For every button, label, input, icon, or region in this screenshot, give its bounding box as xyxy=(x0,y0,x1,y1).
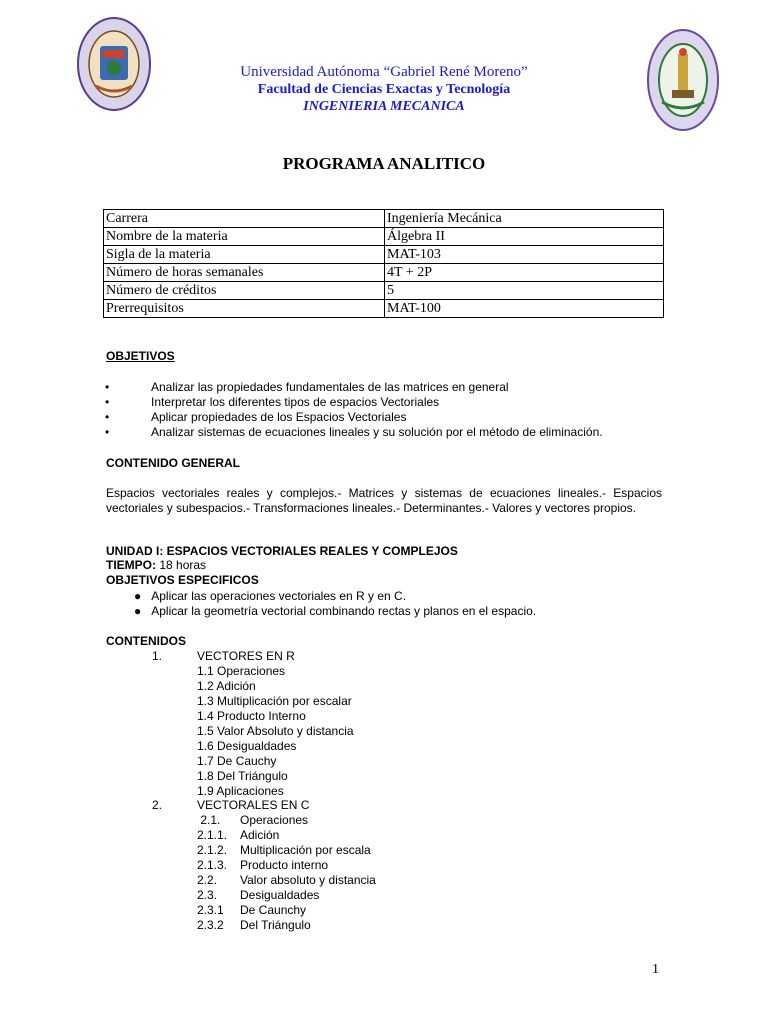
section-2-texts xyxy=(240,813,376,933)
item-number: 2.1. xyxy=(197,813,221,827)
university-name: Universidad Autónoma “Gabriel René Moreno” xyxy=(240,64,528,80)
objetivos-especificos-heading: OBJETIVOS ESPECIFICOS xyxy=(106,573,259,587)
objetivo-text: Analizar sistemas de ecuaciones lineales y su solución por el método de eliminación. xyxy=(151,425,603,439)
section-number: 1. xyxy=(152,649,163,663)
row-value: MAT-103 xyxy=(385,246,664,264)
item-number: 2.2. xyxy=(197,873,218,887)
bullet: • xyxy=(105,410,110,424)
item-text: Valor absoluto y distancia xyxy=(240,873,376,887)
item-text: Producto interno xyxy=(240,858,329,872)
table-row xyxy=(104,210,664,228)
list-item: 1.8 Del Triángulo xyxy=(197,769,288,783)
contenido-general-text: Espacios vectoriales reales y complejos.- Matrices y sistemas de ecuaciones lineales.- Espacios vectoriales y subespacios.- Transformaciones lineales.- Determinantes.- Valores y vectores propios. xyxy=(106,486,662,515)
table-row xyxy=(104,246,664,264)
item-number: 2.3.2 xyxy=(197,918,224,932)
row-label: Número de créditos xyxy=(104,282,385,300)
bullet: • xyxy=(105,395,110,409)
row-label: Número de horas semanales xyxy=(104,264,385,282)
section-title: VECTORALES EN C xyxy=(197,798,310,812)
list-item: 1.9 Aplicaciones xyxy=(197,784,284,798)
bullet: • xyxy=(105,425,110,439)
table-row xyxy=(104,300,664,318)
table-row xyxy=(104,264,664,282)
item-number: 2.1.2. xyxy=(197,843,228,857)
section-title: VECTORES EN R xyxy=(197,649,295,663)
row-value: 5 xyxy=(385,282,664,300)
list-item: 1.5 Valor Absoluto y distancia xyxy=(197,724,354,738)
item-text: Desigualdades xyxy=(240,888,320,902)
row-label: Carrera xyxy=(104,210,385,228)
list-item: 1.7 De Cauchy xyxy=(197,754,277,768)
section-1-items xyxy=(197,664,354,799)
item-text: Multiplicación por escala xyxy=(240,843,371,857)
tiempo-label: TIEMPO: xyxy=(106,558,156,572)
objetivo-especifico-text: Aplicar las operaciones vectoriales en R y en C. xyxy=(151,589,407,603)
tiempo-value: 18 horas xyxy=(156,558,207,572)
row-value: Álgebra II xyxy=(385,228,664,246)
row-value: Ingeniería Mecánica xyxy=(385,210,664,228)
row-value: MAT-100 xyxy=(385,300,664,318)
objetivos-heading: OBJETIVOS xyxy=(106,349,175,363)
list-item: 1.4 Producto Interno xyxy=(197,709,306,723)
list-item: 1.6 Desigualdades xyxy=(197,739,297,753)
bullet-icon: ● xyxy=(134,604,152,618)
list-item: 1.1 Operaciones xyxy=(197,664,286,678)
objetivo-text: Analizar las propiedades fundamentales de las matrices en general xyxy=(151,380,509,394)
bullet: • xyxy=(105,380,110,394)
list-item xyxy=(134,604,536,619)
contenido-general-heading: CONTENIDO GENERAL xyxy=(106,456,241,470)
row-label: Prerrequisitos xyxy=(104,300,385,318)
row-value: 4T + 2P xyxy=(385,264,664,282)
item-text: De Caunchy xyxy=(240,903,307,917)
objetivo-text: Interpretar los diferentes tipos de espacios Vectoriales xyxy=(151,395,440,409)
bullet-icon: ● xyxy=(134,589,152,603)
item-text: Del Triángulo xyxy=(240,918,311,932)
course-info-table xyxy=(103,209,664,318)
item-number: 2.3. xyxy=(197,888,218,902)
item-number: 2.1.3. xyxy=(197,858,228,872)
row-label: Sigla de la materia xyxy=(104,246,385,264)
list-item: 1.3 Multiplicación por escalar xyxy=(197,694,352,708)
list-item xyxy=(134,589,536,604)
row-label: Nombre de la materia xyxy=(104,228,385,246)
tiempo-line xyxy=(106,558,206,573)
item-number: 2.1.1. xyxy=(197,828,228,842)
page-number: 1 xyxy=(652,962,659,977)
item-number: 2.3.1 xyxy=(197,903,224,917)
objetivo-especifico-text: Aplicar la geometría vectorial combinando rectas y planos en el espacio. xyxy=(151,604,537,618)
section-number: 2. xyxy=(152,798,163,812)
section-2-numbers xyxy=(197,813,227,933)
unidad-heading: UNIDAD I: ESPACIOS VECTORIALES REALES Y COMPLEJOS xyxy=(106,544,458,558)
objetivo-text: Aplicar propiedades de los Espacios Vectoriales xyxy=(151,410,407,424)
career-name: INGENIERIA MECANICA xyxy=(303,99,465,114)
document-title: PROGRAMA ANALITICO xyxy=(282,154,486,173)
contenidos-heading: CONTENIDOS xyxy=(106,634,187,648)
objetivos-especificos-list xyxy=(134,589,536,619)
item-text: Operaciones xyxy=(240,813,309,827)
faculty-name: Facultad de Ciencias Exactas y Tecnología xyxy=(257,82,511,97)
item-text: Adición xyxy=(240,828,280,842)
table-row xyxy=(104,228,664,246)
list-item: 1.2 Adición xyxy=(197,679,256,693)
table-row xyxy=(104,282,664,300)
